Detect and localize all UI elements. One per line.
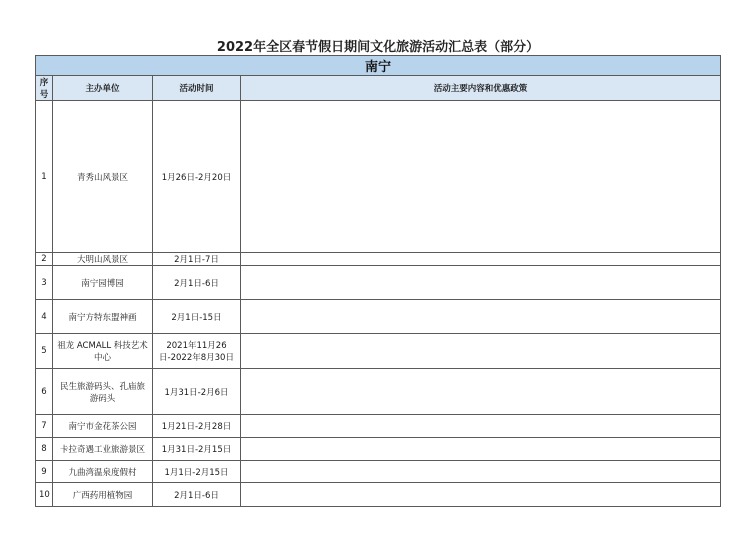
table-row xyxy=(36,266,721,300)
row-host: 南宁方特东盟神画 xyxy=(53,300,153,334)
header-host: 主办单位 xyxy=(53,76,153,101)
table-row xyxy=(36,438,721,461)
row-host: 祖龙 ACMALL 科技艺术中心 xyxy=(53,334,153,369)
row-index: 10 xyxy=(36,483,53,507)
row-content xyxy=(241,369,721,415)
row-content xyxy=(241,483,721,507)
row-time: 2月1日-6日 xyxy=(153,483,241,507)
header-content: 活动主要内容和优惠政策 xyxy=(241,76,721,101)
row-index: 7 xyxy=(36,415,53,438)
row-host: 南宁市金花茶公园 xyxy=(53,415,153,438)
row-time: 1月31日-2月15日 xyxy=(153,438,241,461)
row-content xyxy=(241,461,721,483)
row-time: 1月26日-2月20日 xyxy=(153,101,241,253)
region-row xyxy=(36,56,721,76)
row-host: 卡拉奇遇工业旅游景区 xyxy=(53,438,153,461)
row-content xyxy=(241,334,721,369)
row-time: 2021年11月26日-2022年8月30日 xyxy=(153,334,241,369)
header-index: 序号 xyxy=(36,76,53,101)
row-index: 4 xyxy=(36,300,53,334)
row-index: 6 xyxy=(36,369,53,415)
row-index: 1 xyxy=(36,101,53,253)
row-content xyxy=(241,253,721,266)
table-row xyxy=(36,461,721,483)
row-content xyxy=(241,101,721,253)
table-row xyxy=(36,334,721,369)
region-label: 南宁 xyxy=(36,56,721,76)
row-time: 1月31日-2月6日 xyxy=(153,369,241,415)
row-index: 8 xyxy=(36,438,53,461)
row-content xyxy=(241,300,721,334)
row-time: 1月1日-2月15日 xyxy=(153,461,241,483)
row-host: 广西药用植物园 xyxy=(53,483,153,507)
document-title: 2022年全区春节假日期间文化旅游活动汇总表（部分） xyxy=(216,40,540,55)
table-row xyxy=(36,415,721,438)
activity-table xyxy=(35,55,721,507)
row-host: 青秀山风景区 xyxy=(53,101,153,253)
table-row xyxy=(36,300,721,334)
row-host: 九曲湾温泉度假村 xyxy=(53,461,153,483)
row-index: 2 xyxy=(36,253,53,266)
table-row xyxy=(36,369,721,415)
row-index: 9 xyxy=(36,461,53,483)
table-row xyxy=(36,101,721,253)
row-time: 2月1日-6日 xyxy=(153,266,241,300)
row-time: 2月1日-7日 xyxy=(153,253,241,266)
row-time: 2月1日-15日 xyxy=(153,300,241,334)
table-row xyxy=(36,483,721,507)
row-content xyxy=(241,266,721,300)
row-host: 南宁园博园 xyxy=(53,266,153,300)
row-index: 5 xyxy=(36,334,53,369)
table-row xyxy=(36,253,721,266)
row-time: 1月21日-2月28日 xyxy=(153,415,241,438)
row-host: 大明山风景区 xyxy=(53,253,153,266)
row-content xyxy=(241,438,721,461)
header-row xyxy=(36,76,721,101)
row-content xyxy=(241,415,721,438)
row-host: 民生旅游码头、孔庙旅游码头 xyxy=(53,369,153,415)
row-index: 3 xyxy=(36,266,53,300)
header-time: 活动时间 xyxy=(153,76,241,101)
